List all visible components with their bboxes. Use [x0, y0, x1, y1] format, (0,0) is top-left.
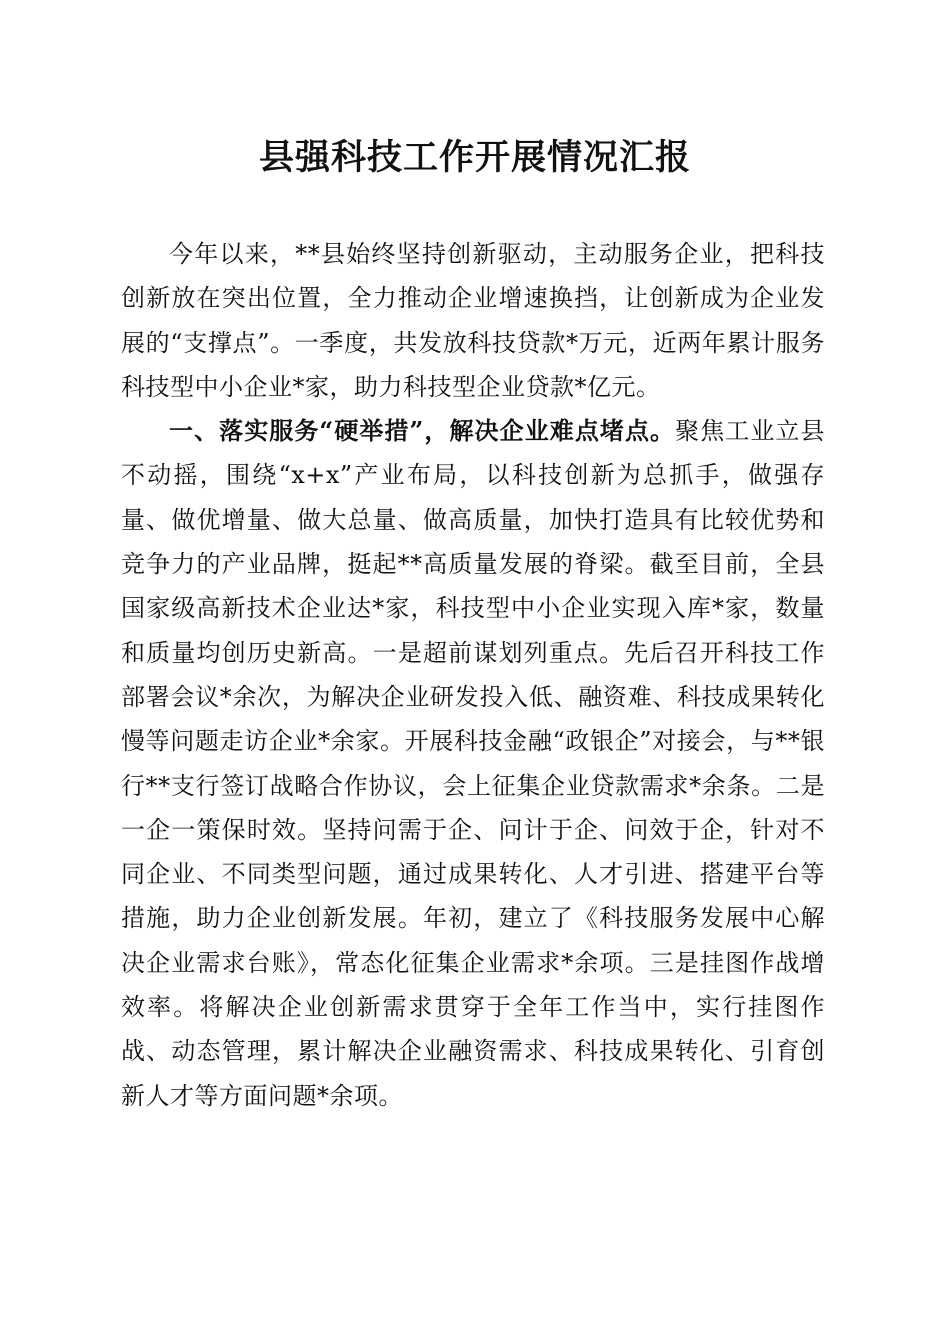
document-body: [121, 232, 825, 1118]
section-1-text: 聚焦工业立县不动摇，围绕“x+x”产业布局，以科技创新为总抓手，做强存量、做优增量、做大总量、做高质量，加快打造具有比较优势和竞争力的产业品牌，挺起**高质量发展的脊梁。截至目前，全县国家级高新技术企业达*家，科技型中小企业实现入库*家，数量和质量均创历史新高。一是超前谋划列重点。先后召开科技工作部署会议*余次，为解决企业研发投入低、融资难、科技成果转化慢等问题走访企业*余家。开展科技金融“政银企”对接会，与**银行**支行签订战略合作协议，会上征集企业贷款需求*余条。二是一企一策保时效。坚持问需于企、问计于企、问效于企，针对不同企业、不同类型问题，通过成果转化、人才引进、搭建平台等措施，助力企业创新发展。年初，建立了《科技服务发展中心解决企业需求台账》，常态化征集企业需求*余项。三是挂图作战增效率。将解决企业创新需求贯穿于全年工作当中，实行挂图作战、动态管理，累计解决企业融资需求、科技成果转化、引育创新人才等方面问题*余项。: [121, 417, 826, 1110]
document-title: 县强科技工作开展情况汇报: [258, 137, 691, 178]
paragraph-section-1: [121, 409, 825, 1118]
paragraph-intro-text: 今年以来，**县始终坚持创新驱动，主动服务企业，把科技创新放在突出位置，全力推动企业增速换挡，让创新成为企业发展的“支撑点”。一季度，共发放科技贷款*万元，近两年累计服务科技型中小企业*家，助力科技型企业贷款*亿元。: [121, 240, 825, 401]
section-1-heading: 一、落实服务“硬举措”，解决企业难点堵点。: [169, 416, 676, 446]
paragraph-intro: [121, 232, 825, 409]
